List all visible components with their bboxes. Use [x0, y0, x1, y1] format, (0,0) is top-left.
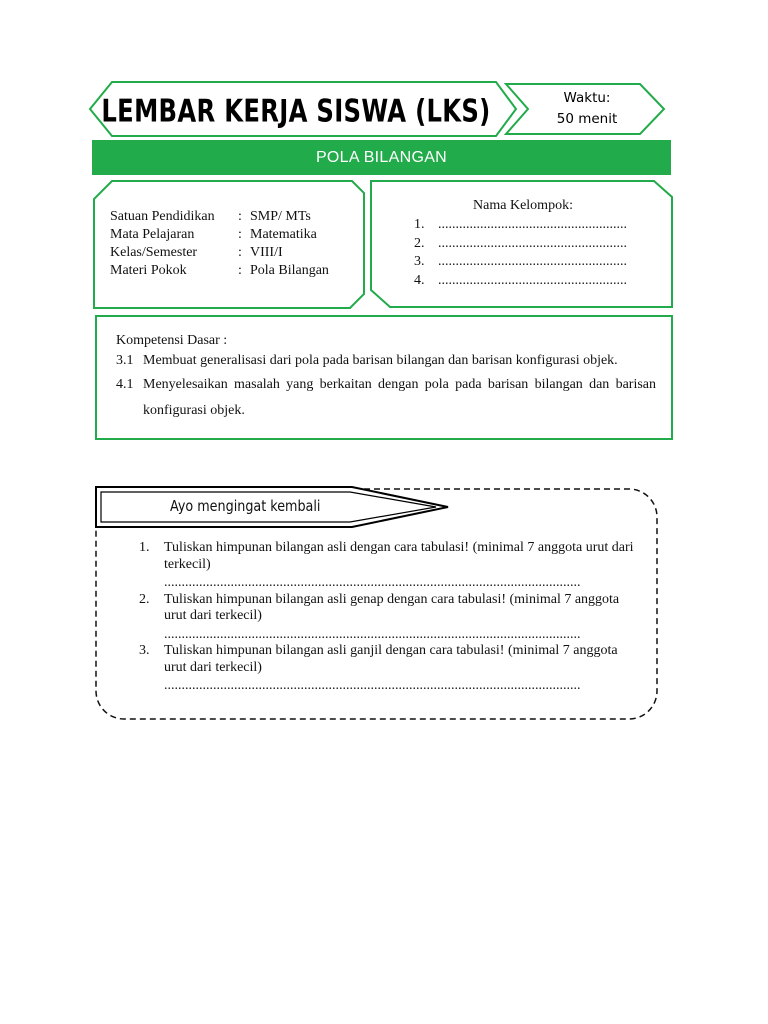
time-info [528, 88, 646, 130]
question-number: 2. [139, 591, 150, 607]
identity-row [110, 262, 329, 280]
question-number: 1. [139, 540, 150, 555]
group-title: Nama Kelompok: [473, 198, 573, 213]
group-member-number: 1. [414, 217, 425, 232]
competency-item [116, 372, 656, 424]
group-member-blank[interactable]: ...................................................... [438, 254, 627, 269]
group-member-list [414, 216, 627, 290]
group-member-blank[interactable]: ...................................................... [438, 217, 627, 232]
identity-key: Materi Pokok [110, 263, 187, 278]
identity-key: Mata Pelajaran [110, 227, 195, 242]
group-member-number: 2. [414, 235, 425, 251]
question-item [139, 643, 639, 695]
recall-label: Ayo mengingat kembali [170, 497, 321, 515]
group-member-field[interactable] [414, 253, 627, 272]
answer-blank[interactable]: ....................................................................................................................... [164, 626, 581, 642]
group-member-blank[interactable]: ...................................................... [438, 272, 627, 288]
competency-number: 4.1 [116, 377, 134, 392]
group-member-field[interactable] [414, 216, 627, 235]
question-text: Tuliskan himpunan bilangan asli dengan cara tabulasi! (minimal 7 anggota urut dari terkecil) [164, 540, 634, 572]
identity-sep: : [238, 209, 242, 224]
identity-key: Kelas/Semester [110, 245, 198, 260]
identity-table [110, 208, 329, 280]
identity-sep: : [238, 263, 242, 278]
identity-value: VIII/I [250, 245, 283, 260]
question-text: Tuliskan himpunan bilangan asli genap dengan cara tabulasi! (minimal 7 anggota urut dari terkecil) [164, 591, 620, 623]
group-member-number: 4. [414, 272, 425, 288]
competency-title: Kompetensi Dasar : [116, 333, 228, 348]
competency-item [116, 352, 656, 370]
identity-sep: : [238, 227, 242, 242]
recall-question-list [139, 540, 639, 695]
competency-number: 3.1 [116, 353, 134, 368]
identity-row [110, 208, 329, 226]
group-member-field[interactable] [414, 235, 627, 254]
competency-text: Menyelesaikan masalah yang berkaitan dengan pola pada barisan bilangan dan barisan konfigurasi objek. [143, 377, 656, 418]
identity-value: Matematika [250, 227, 317, 242]
topic-bar: POLA BILANGAN [92, 140, 671, 175]
answer-blank[interactable]: ....................................................................................................................... [164, 575, 581, 590]
answer-blank[interactable]: ....................................................................................................................... [164, 678, 581, 693]
identity-value: Pola Bilangan [250, 263, 329, 278]
group-member-blank[interactable]: ...................................................... [438, 235, 627, 251]
time-value: 50 menit [556, 111, 618, 127]
question-number: 3. [139, 643, 150, 658]
competency-text: Membuat generalisasi dari pola pada barisan bilangan dan barisan konfigurasi objek. [143, 353, 618, 368]
question-text: Tuliskan himpunan bilangan asli ganjil dengan cara tabulasi! (minimal 7 anggota urut dari terkecil) [164, 643, 618, 675]
question-item [139, 592, 639, 644]
identity-sep: : [238, 245, 242, 260]
time-label: Waktu: [563, 90, 611, 106]
question-item [139, 540, 639, 592]
group-member-number: 3. [414, 254, 425, 269]
page-title: LEMBAR KERJA SISWA (LKS) [101, 93, 491, 129]
identity-row [110, 244, 329, 262]
identity-key: Satuan Pendidikan [110, 209, 215, 224]
group-member-field[interactable] [414, 272, 627, 291]
competency-section [116, 332, 656, 424]
identity-value: SMP/ MTs [250, 209, 311, 224]
identity-row [110, 226, 329, 244]
